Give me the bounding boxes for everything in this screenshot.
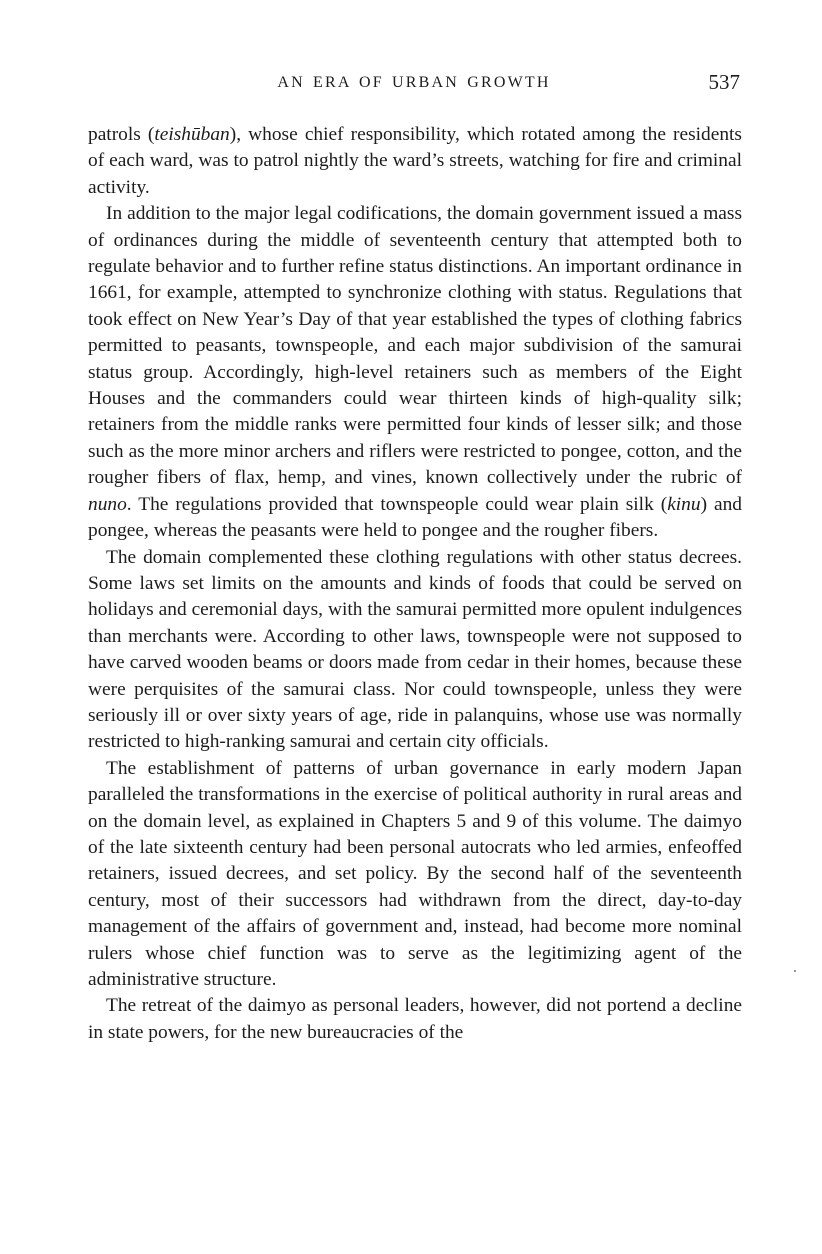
running-head — [88, 70, 740, 100]
italic-term-nuno: nuno — [88, 493, 127, 515]
page-number: 537 — [708, 70, 740, 94]
paragraph-text: In addition to the major legal codifications, the domain government issued a mass of ordinances during the middle of seventeenth century that attempted both to regulate behavior and to further refine status distinctions. An important ordinance in 1661, for example, attempted to synchronize clothing with status. Regulations that took effect on New Year’s Day of that year established the types of clothing fabrics permitted to peasants, townspeople, and each major subdivision of the samurai status group. Accordingly, high-level retainers such as members of the Eight Houses and the commanders could wear thirteen kinds of high-quality silk; retainers from the middle ranks were permitted four kinds of lesser silk; and those such as the more minor archers and riflers were restricted to pongee, cotton, and the rougher fibers of flax, hemp, and vines, known collectively under the rubric of — [88, 203, 742, 489]
paragraph-continued — [88, 122, 742, 201]
paragraph-text: patrols ( — [88, 124, 155, 145]
paragraph-daimyo-retreat: The retreat of the daimyo as personal leaders, however, did not portend a decline in state powers, for the new bureaucracies of the — [88, 995, 742, 1043]
paragraph-clothing-ordinance — [88, 201, 742, 544]
paragraph-urban-governance: The establishment of patterns of urban governance in early modern Japan paralleled the transformations in the exercise of political authority in rural areas and on the domain level, as explained in Chapters 5 and 9 of this volume. The daimyo of the late sixteenth century had been personal autocrats who led armies, enfeoffed retainers, issued decrees, and set policy. By the second half of the seventeenth century, most of their successors had withdrawn from the direct, day-to-day management of the affairs of government and, instead, had become more nominal rulers whose chief function was to serve as the legitimizing agent of the administrative structure. — [88, 757, 742, 990]
body-text — [88, 122, 742, 1046]
paragraph-status-decrees: The domain complemented these clothing regulations with other status decrees. Some laws set limits on the amounts and kinds of foods that could be served on holidays and ceremonial days, with the samurai permitted more opulent indulgences than merchants were. According to other laws, townspeople were not supposed to have carved wooden beams or doors made from cedar in their homes, because these were perquisites of the samurai class. Nor could townspeople, unless they were seriously ill or over sixty years of age, ride in palanquins, whose use was normally restricted to high-ranking samurai and certain city officials. — [88, 546, 742, 753]
paragraph-text: ), whose chief responsibility, which rotated among the residents of each ward, was to patrol nightly the ward’s streets, watching for fire and criminal activity. — [88, 124, 742, 198]
paragraph-text: ) and pongee, whereas the peasants were held to pongee and the rougher fibers. — [88, 493, 742, 542]
running-title: AN ERA OF URBAN GROWTH — [277, 74, 551, 91]
scan-speck — [794, 970, 796, 972]
italic-term-kinu: kinu — [667, 493, 701, 515]
paragraph-text: . The regulations provided that townspeople could wear plain silk ( — [126, 493, 668, 515]
italic-term-teishuban: teishūban — [154, 124, 230, 145]
